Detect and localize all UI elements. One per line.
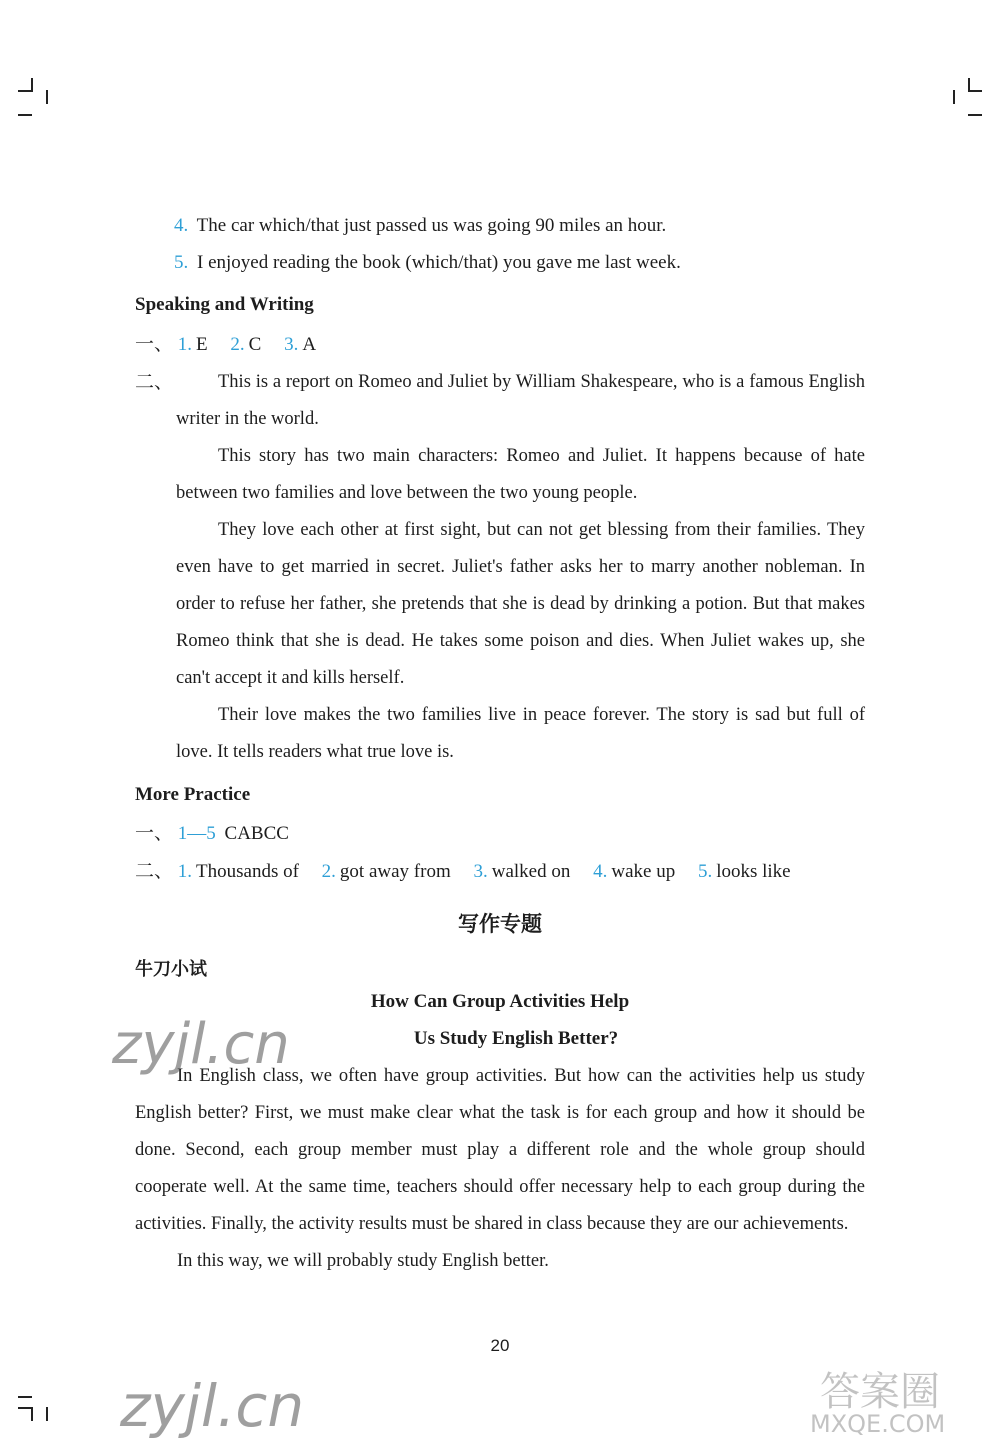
answer-number: 3. <box>473 861 488 882</box>
answer-value: walked on <box>491 861 571 882</box>
part-label: 一、 <box>135 823 174 844</box>
answer-line-4 <box>174 215 666 237</box>
watermark: zyjl.cn <box>112 1012 290 1077</box>
answer-number: 2. <box>321 861 336 882</box>
answer-value: E <box>196 334 208 355</box>
crop-mark <box>31 78 33 92</box>
section-heading-speaking: Speaking and Writing <box>135 294 314 315</box>
essay-paragraph: In this way, we will probably study English better. <box>177 1251 549 1271</box>
answer-text: The car which/that just passed us was going 90 miles an hour. <box>196 215 667 236</box>
crop-mark <box>968 90 982 92</box>
answer-number: 4. <box>593 861 608 882</box>
answer-number: 1—5 <box>177 823 216 844</box>
essay-paragraph: This is a report on Romeo and Juliet by William Shakespeare, who is a famous English writer in the world. <box>176 372 865 429</box>
crop-mark <box>18 1407 32 1409</box>
answer-number: 5. <box>697 861 713 882</box>
answer-value: wake up <box>611 861 676 882</box>
crop-mark <box>31 1407 33 1421</box>
crop-mark <box>968 114 982 116</box>
crop-mark <box>18 1396 32 1398</box>
essay-paragraph: Their love makes the two families live in peace forever. The story is sad but full of love. It tells readers what true love is. <box>176 705 865 762</box>
essay-paragraph: They love each other at first sight, but can not get blessing from their families. They even have to get married in secret. Juliet's father asks her to marry another nobleman. In order to refuse her father, she pretends that she is dead by drinking a potion. But that makes Romeo think that she is dead. He takes some poison and dies. When Juliet wakes up, she can't accept it and kills herself. <box>176 520 865 688</box>
crop-mark <box>953 90 955 104</box>
writing-section-title: 写作专题 <box>458 912 542 936</box>
answer-line-5 <box>174 252 681 274</box>
watermark: zyjl.cn <box>120 1372 305 1440</box>
watermark: 答案圈 <box>820 1369 940 1415</box>
crop-mark <box>46 90 48 104</box>
answer-text: I enjoyed reading the book (which/that) you gave me last week. <box>197 252 681 273</box>
answer-value: Thousands of <box>196 861 299 882</box>
answer-value: looks like <box>716 861 791 882</box>
part-label: 一、 <box>135 334 174 355</box>
answer-value: A <box>302 334 317 355</box>
essay-paragraph: This story has two main characters: Romeo and Juliet. It happens because of hate between two families and love between the two young people. <box>176 446 865 503</box>
more-practice-part2 <box>135 861 791 883</box>
watermark: MXQE.COM <box>810 1410 946 1438</box>
crop-mark <box>46 1407 48 1421</box>
speaking-part1 <box>135 334 316 356</box>
speaking-part2-label: 二、 <box>135 372 174 393</box>
answer-number: 1. <box>177 861 193 882</box>
answer-value: got away from <box>339 861 451 882</box>
answer-number: 3. <box>284 334 299 355</box>
section-heading-more-practice: More Practice <box>135 784 251 805</box>
crop-mark <box>18 114 32 116</box>
essay-title-line-2: Us Study English Better? <box>413 1028 619 1049</box>
answer-number: 5. <box>174 252 189 273</box>
answer-value: CABCC <box>224 823 289 844</box>
more-practice-part1 <box>135 823 289 845</box>
essay-paragraph: In English class, we often have group activities. But how can the activities help us study English better? First, we must make clear what the task is for each group and how it should be done. Second, each group member must play a different role and the whole group should cooperate well. At the same time, teachers should offer necessary help to each group during the activities. Finally, the activity results must be shared in class because they are our achievements. <box>135 1066 865 1234</box>
subsection-title: 牛刀小试 <box>135 959 207 980</box>
group-activities-essay <box>135 1058 865 1280</box>
essay-title-line-1: How Can Group Activities Help <box>370 991 630 1012</box>
page-number: 20 <box>490 1336 510 1355</box>
answer-value: C <box>248 334 262 355</box>
romeo-juliet-essay <box>176 364 865 771</box>
crop-mark <box>18 90 32 92</box>
answer-number: 1. <box>177 334 193 355</box>
answer-number: 2. <box>230 334 245 355</box>
answer-number: 4. <box>174 215 189 236</box>
part-label: 二、 <box>135 861 174 882</box>
